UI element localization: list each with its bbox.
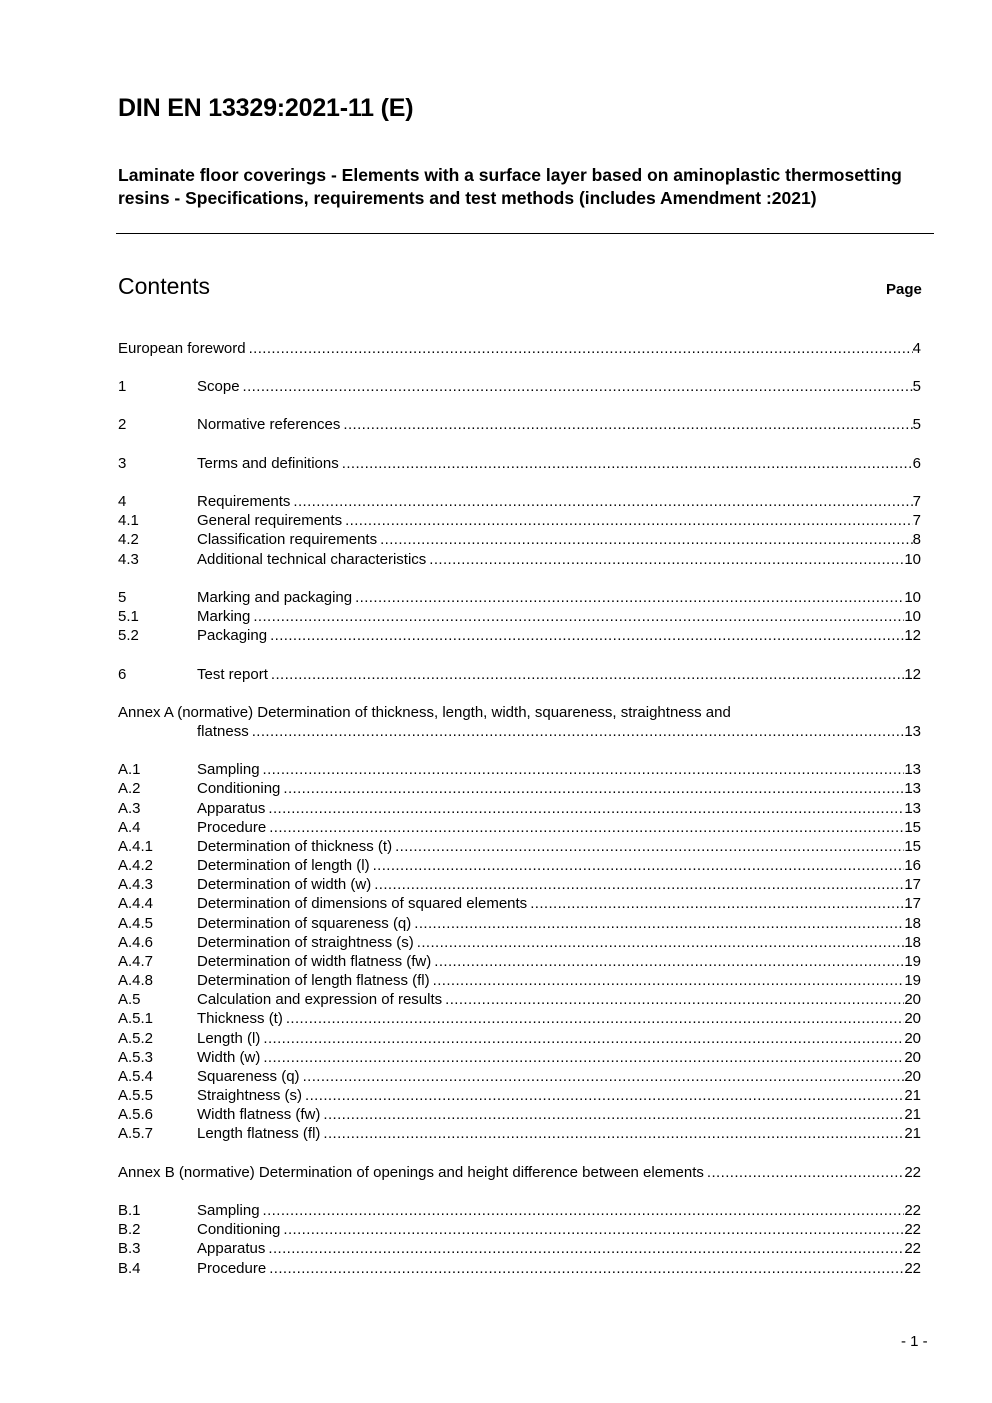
toc-page: 22 bbox=[904, 1202, 921, 1219]
toc-number: A.4.8 bbox=[118, 972, 154, 989]
toc-entry[interactable] bbox=[118, 875, 921, 894]
toc-title: Length (l) bbox=[197, 1030, 261, 1047]
toc-page: 20 bbox=[904, 1068, 921, 1085]
toc-page: 15 bbox=[904, 838, 921, 855]
toc-entry[interactable] bbox=[118, 1124, 921, 1143]
dot-leader bbox=[283, 779, 904, 798]
toc-number: A.4.3 bbox=[118, 876, 154, 893]
toc-page: 13 bbox=[904, 723, 921, 740]
toc-number: A.4.5 bbox=[118, 915, 154, 932]
toc-title: General requirements bbox=[197, 512, 343, 529]
toc-entry[interactable] bbox=[118, 1067, 921, 1086]
dot-leader bbox=[429, 550, 904, 569]
toc-title: Determination of length (l) bbox=[197, 857, 370, 874]
toc-title: Width (w) bbox=[197, 1049, 261, 1066]
dot-leader bbox=[305, 1086, 904, 1105]
toc-entry[interactable] bbox=[118, 1201, 921, 1220]
toc-page: 22 bbox=[904, 1260, 921, 1277]
toc-title: Apparatus bbox=[197, 800, 266, 817]
toc-entry[interactable] bbox=[118, 588, 921, 607]
toc-number: B.1 bbox=[118, 1202, 141, 1219]
toc-entry[interactable] bbox=[118, 1009, 921, 1028]
dot-leader bbox=[270, 626, 904, 645]
toc-number: 4.1 bbox=[118, 512, 139, 529]
toc-page: 17 bbox=[904, 876, 921, 893]
toc-title: Thickness (t) bbox=[197, 1010, 283, 1027]
toc-number: A.5.3 bbox=[118, 1049, 154, 1066]
toc-number: A.1 bbox=[118, 761, 141, 778]
toc-title: Scope bbox=[197, 378, 240, 395]
toc-number: 5.2 bbox=[118, 627, 139, 644]
toc-page: 10 bbox=[904, 608, 921, 625]
dot-leader bbox=[268, 1239, 904, 1258]
toc-title: Determination of length flatness (fl) bbox=[197, 972, 430, 989]
dot-leader bbox=[395, 837, 904, 856]
toc-page: 18 bbox=[904, 915, 921, 932]
dot-leader bbox=[271, 665, 904, 684]
dot-leader bbox=[345, 511, 913, 530]
toc-page: 19 bbox=[904, 953, 921, 970]
toc-number: 3 bbox=[118, 455, 127, 472]
dot-leader bbox=[433, 971, 905, 990]
toc-number: A.2 bbox=[118, 780, 141, 797]
toc-entry[interactable] bbox=[118, 530, 921, 549]
dot-leader bbox=[249, 339, 913, 358]
toc-title: Marking bbox=[197, 608, 251, 625]
toc-entry[interactable] bbox=[118, 665, 921, 684]
dot-leader bbox=[263, 760, 905, 779]
dot-leader bbox=[303, 1067, 905, 1086]
toc-entry[interactable] bbox=[118, 1220, 921, 1239]
toc-title: Procedure bbox=[197, 819, 267, 836]
dot-leader bbox=[293, 492, 912, 511]
dot-leader bbox=[342, 454, 913, 473]
toc-entry-european-foreword[interactable] bbox=[118, 339, 921, 358]
toc-page: 21 bbox=[904, 1106, 921, 1123]
dot-leader bbox=[263, 1048, 904, 1067]
toc-title: Annex B (normative) Determination of openings and height difference between elements bbox=[118, 1164, 704, 1181]
toc-number: 4.2 bbox=[118, 531, 139, 548]
toc-number: 1 bbox=[118, 378, 127, 395]
toc-entry[interactable] bbox=[118, 454, 921, 473]
toc-number: A.4.6 bbox=[118, 934, 154, 951]
toc-page: 12 bbox=[904, 666, 921, 683]
title-divider bbox=[116, 233, 934, 234]
toc-title: Sampling bbox=[197, 761, 260, 778]
toc-page: 22 bbox=[904, 1240, 921, 1257]
toc-page: 13 bbox=[904, 761, 921, 778]
toc-title: Determination of width (w) bbox=[197, 876, 372, 893]
toc-entry[interactable] bbox=[118, 933, 921, 952]
toc-page: 20 bbox=[904, 1049, 921, 1066]
toc-entry[interactable] bbox=[118, 856, 921, 875]
toc-entry[interactable] bbox=[118, 607, 921, 626]
toc-page: 19 bbox=[904, 972, 921, 989]
toc-entry[interactable] bbox=[118, 952, 921, 971]
toc-page: 18 bbox=[904, 934, 921, 951]
document-title: DIN EN 13329:2021-11 (E) bbox=[118, 94, 414, 122]
toc-annex-a-heading[interactable]: Annex A (normative) Determination of thickness, length, width, squareness, straightness and bbox=[118, 704, 731, 721]
dot-leader bbox=[323, 1124, 904, 1143]
toc-title: Determination of straightness (s) bbox=[197, 934, 414, 951]
dot-leader bbox=[283, 1220, 904, 1239]
toc-title: Additional technical characteristics bbox=[197, 551, 427, 568]
dot-leader bbox=[286, 1009, 904, 1028]
toc-number: 4.3 bbox=[118, 551, 139, 568]
toc-page: 17 bbox=[904, 895, 921, 912]
toc-title: flatness bbox=[197, 723, 249, 740]
toc-page: 7 bbox=[912, 493, 921, 510]
dot-leader bbox=[414, 914, 904, 933]
toc-title: Terms and definitions bbox=[197, 455, 339, 472]
toc-number: A.4.1 bbox=[118, 838, 154, 855]
toc-title: European foreword bbox=[118, 340, 246, 357]
toc-number: A.4.4 bbox=[118, 895, 154, 912]
dot-leader bbox=[434, 952, 904, 971]
toc-page: 16 bbox=[904, 857, 921, 874]
toc-title: Width flatness (fw) bbox=[197, 1106, 321, 1123]
dot-leader bbox=[269, 1259, 904, 1278]
toc-page: 13 bbox=[904, 780, 921, 797]
toc-entry[interactable] bbox=[118, 799, 921, 818]
dot-leader bbox=[530, 894, 904, 913]
toc-entry[interactable] bbox=[118, 779, 921, 798]
toc-number: A.4.2 bbox=[118, 857, 154, 874]
toc-number: A.5 bbox=[118, 991, 141, 1008]
toc-title: Sampling bbox=[197, 1202, 260, 1219]
toc-entry[interactable] bbox=[118, 894, 921, 913]
toc-page: 5 bbox=[912, 416, 921, 433]
dot-leader bbox=[380, 530, 913, 549]
toc-entry[interactable] bbox=[118, 626, 921, 645]
toc-entry[interactable] bbox=[118, 377, 921, 396]
toc-title: Straightness (s) bbox=[197, 1087, 303, 1104]
toc-entry[interactable] bbox=[118, 760, 921, 779]
toc-title: Apparatus bbox=[197, 1240, 266, 1257]
toc-number: 4 bbox=[118, 493, 127, 510]
toc-page: 20 bbox=[904, 1010, 921, 1027]
toc-number: A.3 bbox=[118, 800, 141, 817]
toc-page: 21 bbox=[904, 1087, 921, 1104]
toc-page: 8 bbox=[912, 531, 921, 548]
toc-entry-annex-a[interactable] bbox=[118, 722, 921, 741]
toc-entry[interactable] bbox=[118, 990, 921, 1009]
toc-title: Calculation and expression of results bbox=[197, 991, 443, 1008]
toc-number: 5 bbox=[118, 589, 127, 606]
dot-leader bbox=[355, 588, 904, 607]
toc-number: A.5.2 bbox=[118, 1030, 154, 1047]
toc-entry[interactable] bbox=[118, 818, 921, 837]
toc-title: Determination of width flatness (fw) bbox=[197, 953, 432, 970]
toc-number: A.4.7 bbox=[118, 953, 154, 970]
toc-title: Conditioning bbox=[197, 1221, 281, 1238]
toc-title: Determination of thickness (t) bbox=[197, 838, 393, 855]
toc-page: 21 bbox=[904, 1125, 921, 1142]
toc-page: 5 bbox=[912, 378, 921, 395]
toc-entry[interactable] bbox=[118, 1239, 921, 1258]
toc-number: A.5.4 bbox=[118, 1068, 154, 1085]
toc-title: Determination of dimensions of squared elements bbox=[197, 895, 528, 912]
toc-page: 10 bbox=[904, 589, 921, 606]
dot-leader bbox=[263, 1201, 905, 1220]
toc-title: Conditioning bbox=[197, 780, 281, 797]
dot-leader bbox=[445, 990, 904, 1009]
dot-leader bbox=[268, 799, 904, 818]
toc-title: Packaging bbox=[197, 627, 268, 644]
toc-title: Length flatness (fl) bbox=[197, 1125, 321, 1142]
toc-number: B.2 bbox=[118, 1221, 141, 1238]
document-subtitle: Laminate floor coverings - Elements with a surface layer based on aminoplastic thermosetting resins - Specifications, requirements and test methods (includes Amendment :2021) bbox=[118, 165, 902, 208]
toc-title: Requirements bbox=[197, 493, 291, 510]
dot-leader bbox=[263, 1029, 904, 1048]
toc-number: B.4 bbox=[118, 1260, 141, 1277]
toc-page: 15 bbox=[904, 819, 921, 836]
dot-leader bbox=[252, 722, 905, 741]
toc-entry[interactable] bbox=[118, 492, 921, 511]
page-column-label: Page bbox=[886, 281, 922, 298]
toc-entry[interactable] bbox=[118, 550, 921, 569]
toc-title: Marking and packaging bbox=[197, 589, 353, 606]
dot-leader bbox=[253, 607, 904, 626]
toc-number: A.5.7 bbox=[118, 1125, 154, 1142]
toc-number: 5.1 bbox=[118, 608, 139, 625]
toc-number: B.3 bbox=[118, 1240, 141, 1257]
toc-entry[interactable] bbox=[118, 837, 921, 856]
toc-page: 4 bbox=[912, 340, 921, 357]
toc-number: A.5.1 bbox=[118, 1010, 154, 1027]
toc-page: 13 bbox=[904, 800, 921, 817]
contents-heading: Contents bbox=[118, 273, 211, 299]
dot-leader bbox=[417, 933, 905, 952]
toc-entry[interactable] bbox=[118, 1048, 921, 1067]
toc-page: 10 bbox=[904, 551, 921, 568]
toc-page: 20 bbox=[904, 1030, 921, 1047]
toc-page: 7 bbox=[912, 512, 921, 529]
dot-leader bbox=[323, 1105, 904, 1124]
dot-leader bbox=[343, 415, 912, 434]
toc-entry[interactable] bbox=[118, 971, 921, 990]
toc-title: Procedure bbox=[197, 1260, 267, 1277]
toc-page: 12 bbox=[904, 627, 921, 644]
toc-page: 6 bbox=[912, 455, 921, 472]
toc-page: 22 bbox=[904, 1164, 921, 1181]
toc-title: Classification requirements bbox=[197, 531, 378, 548]
page-number: - 1 - bbox=[901, 1333, 928, 1350]
dot-leader bbox=[707, 1163, 904, 1182]
toc-title: Determination of squareness (q) bbox=[197, 915, 412, 932]
toc-entry[interactable] bbox=[118, 415, 921, 434]
dot-leader bbox=[269, 818, 904, 837]
toc-title: Normative references bbox=[197, 416, 341, 433]
dot-leader bbox=[243, 377, 913, 396]
toc-entry[interactable] bbox=[118, 1086, 921, 1105]
toc-number: A.5.6 bbox=[118, 1106, 154, 1123]
toc-title: Squareness (q) bbox=[197, 1068, 300, 1085]
toc-number: 2 bbox=[118, 416, 127, 433]
toc-entry[interactable] bbox=[118, 1259, 921, 1278]
toc-number: A.4 bbox=[118, 819, 141, 836]
toc-page: 22 bbox=[904, 1221, 921, 1238]
toc-entry[interactable] bbox=[118, 914, 921, 933]
dot-leader bbox=[373, 856, 905, 875]
toc-title: Test report bbox=[197, 666, 268, 683]
dot-leader bbox=[374, 875, 904, 894]
toc-entry[interactable] bbox=[118, 1029, 921, 1048]
toc-number: 6 bbox=[118, 666, 127, 683]
toc-number: A.5.5 bbox=[118, 1087, 154, 1104]
toc-page: 20 bbox=[904, 991, 921, 1008]
toc-entry[interactable] bbox=[118, 511, 921, 530]
toc-entry-annex-b[interactable] bbox=[118, 1163, 921, 1182]
toc-entry[interactable] bbox=[118, 1105, 921, 1124]
